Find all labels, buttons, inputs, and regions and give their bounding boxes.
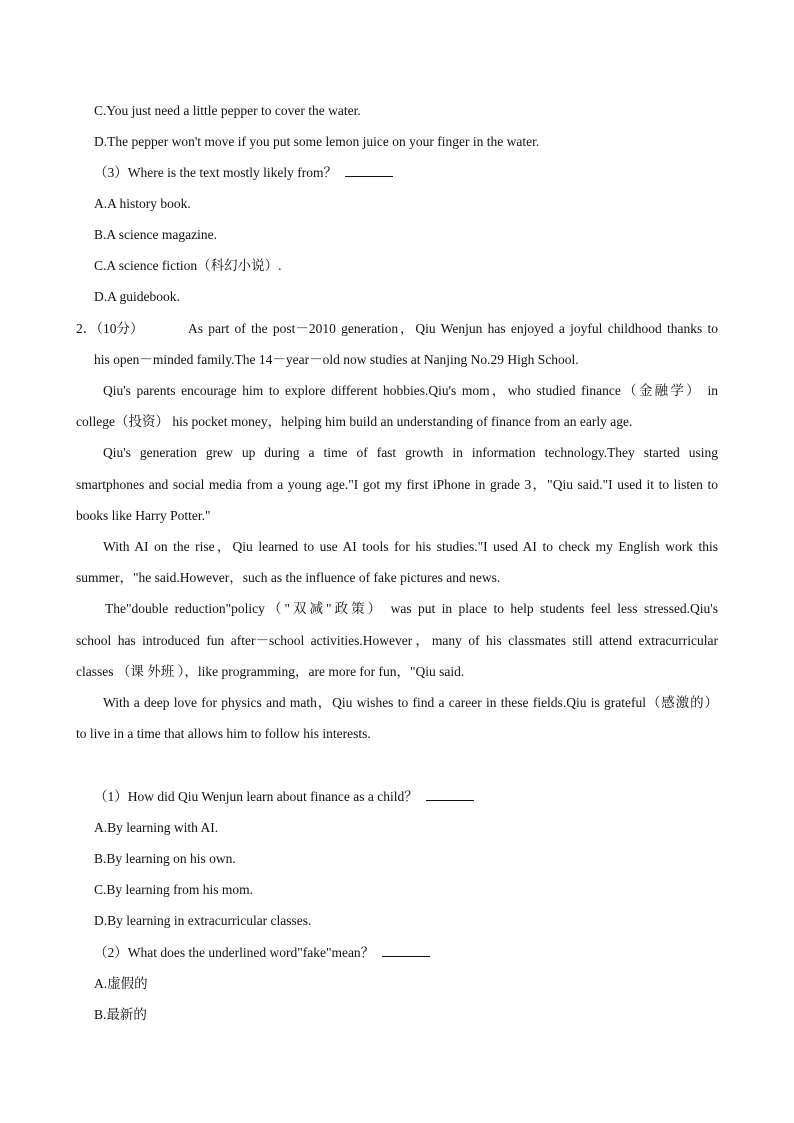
option-c: C.A science fiction（科幻小说）.	[94, 258, 282, 273]
answer-blank	[382, 944, 430, 957]
answer-blank	[345, 164, 393, 177]
passage-line: college（投资） his pocket money，helping him build an understanding of finance from an early age.	[76, 414, 633, 429]
passage-line: summer，"he said.However，such as the influence of fake pictures and news.	[76, 570, 501, 585]
option-b: B.A science magazine.	[94, 227, 217, 242]
passage-line: school has introduced fun after－school activities.However，many of his classmates still attend extracurricular	[76, 633, 718, 648]
passage-line: his open－minded family.The 14－year－old now studies at Nanjing No.29 High School.	[94, 352, 579, 367]
passage-line: smartphones and social media from a young age."I got my first iPhone in grade 3，"Qiu said."I used it to listen to	[76, 477, 718, 492]
option-a: A.By learning with AI.	[94, 820, 219, 835]
passage-line: Qiu's generation grew up during a time of fast growth in information technology.They started using	[103, 445, 718, 460]
question-1-prompt: （1）How did Qiu Wenjun learn about finance as a child？	[94, 789, 418, 804]
option-d: D.The pepper won't move if you put some lemon juice on your finger in the water.	[94, 134, 540, 149]
passage-line: classes （课 外班 ），like programming，are more for fun，"Qiu said.	[76, 664, 465, 679]
answer-blank	[426, 788, 474, 801]
question-3-prompt: （3）Where is the text mostly likely from？	[94, 165, 337, 180]
option-c: C.By learning from his mom.	[94, 882, 253, 897]
passage-line: As part of the post－2010 generation，Qiu Wenjun has enjoyed a joyful childhood thanks to	[188, 321, 718, 336]
option-d: D.A guidebook.	[94, 289, 180, 304]
option-b: B.最新的	[94, 1007, 147, 1022]
passage-line: With a deep love for physics and math，Qiu wishes to find a career in these fields.Qiu is grateful（感激的）	[103, 695, 718, 710]
question-2	[94, 944, 430, 962]
question-1	[94, 788, 474, 806]
question-2-header: 2．（10分）	[76, 321, 144, 336]
option-d: D.By learning in extracurricular classes.	[94, 913, 312, 928]
question-3	[94, 164, 393, 182]
option-a: A.虚假的	[94, 976, 148, 991]
passage-line: The"double reduction"policy（"双减"政策） was put in place to help students feel less stressed.Qiu's	[105, 601, 718, 616]
question-2-prompt: （2）What does the underlined word"fake"mean？	[94, 945, 375, 960]
passage-line: to live in a time that allows him to follow his interests.	[76, 726, 371, 741]
passage-line: Qiu's parents encourage him to explore different hobbies.Qiu's mom，who studied finance（金融学） in	[103, 383, 718, 398]
option-c: C.You just need a little pepper to cover the water.	[94, 103, 361, 118]
option-a: A.A history book.	[94, 196, 191, 211]
passage-line: With AI on the rise，Qiu learned to use AI tools for his studies."I used AI to check my English work this	[103, 539, 718, 554]
option-b: B.By learning on his own.	[94, 851, 236, 866]
passage-line: books like Harry Potter."	[76, 508, 211, 523]
